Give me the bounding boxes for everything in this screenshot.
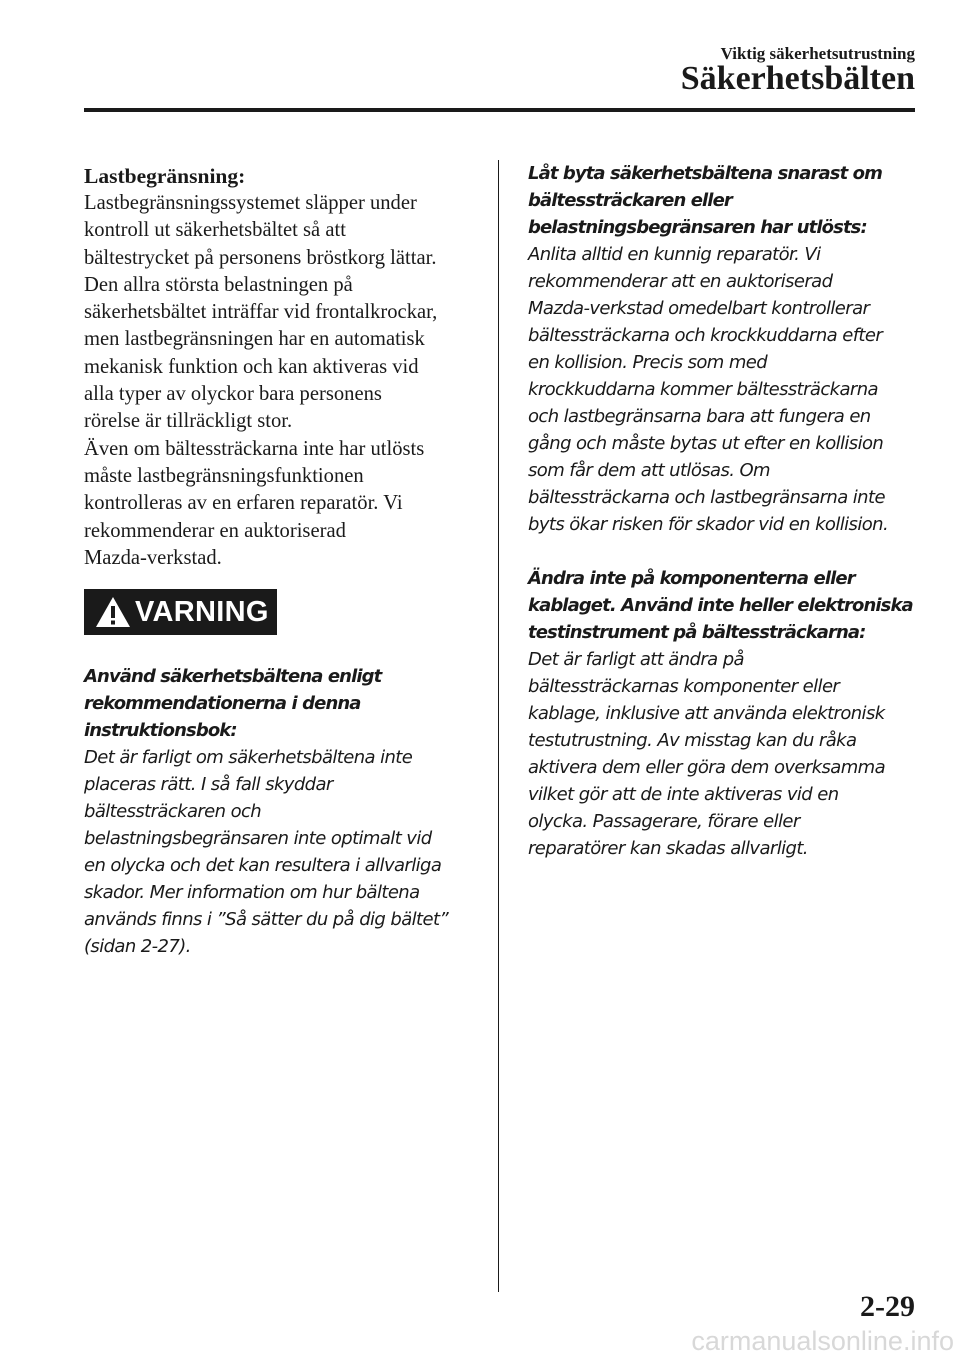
warning-body-line: Det är farligt om säkerhetsbältena inte [84, 747, 413, 769]
warning-heading-line: bältessträckaren eller [528, 190, 732, 211]
body-line: kontroll ut säkerhetsbältet så att [84, 219, 346, 242]
warning-body-line: rekommenderar att en auktoriserad [528, 271, 833, 292]
body-line: Den allra största belastningen på [84, 273, 353, 296]
warning-body-line: används finns i ”Så sätter du på dig bältet” [84, 909, 449, 931]
warning-body-line: testutrustning. Av misstag kan du råka [528, 730, 857, 751]
warning-body-line: och lastbegränsarna bara att fungera en [528, 406, 871, 427]
body-line: Även om bältessträckarna inte har utlösts [84, 437, 425, 460]
warning-body-line: Mazda-verkstad omedelbart kontrollerar [528, 298, 870, 319]
warning-heading-line: testinstrument på bältessträckarna: [528, 622, 866, 643]
warning-body-line: byts ökar risken för skador vid en kollision. [528, 514, 889, 535]
warning-body-line: vilket gör att de inte aktiveras vid en [528, 784, 839, 805]
warning-heading-line: Låt byta säkerhetsbältena snarast om [528, 163, 882, 184]
warning-body-line: gång och måste bytas ut efter en kollision [528, 433, 884, 454]
header-rule [84, 108, 915, 112]
body-line: bältestrycket på personens bröstkorg lättar. [84, 246, 437, 269]
warning-badge [84, 589, 277, 635]
block-gap [528, 538, 918, 565]
warning-body-line: olycka. Passagerare, förare eller [528, 811, 800, 832]
body-line: alla typer av olyckor bara personens [84, 383, 382, 406]
page-number: 2-29 [860, 1290, 915, 1323]
warning-body-line: reparatörer kan skadas allvarligt. [528, 838, 808, 859]
warning-heading-line: rekommendationerna i denna [84, 693, 361, 715]
warning-heading-line: Använd säkerhetsbältena enligt [84, 666, 382, 688]
warning-body-line: en kollision. Precis som med [528, 352, 768, 373]
warning-body-line: kablage, inklusive att använda elektronisk [528, 703, 885, 724]
warning-heading-line: instruktionsbok: [84, 720, 237, 742]
watermark: carmanualsonline.info [691, 1326, 954, 1356]
body-line: rekommenderar en auktoriserad [84, 519, 346, 542]
body-line: Mazda-verkstad. [84, 546, 222, 569]
warning-body-line: bältessträckarnas komponenter eller [528, 676, 840, 697]
warning-body-line: placeras rätt. I så fall skyddar [84, 774, 333, 796]
section-name: Viktig säkerhetsutrustning [720, 44, 915, 63]
warning-label: VARNING [135, 595, 269, 628]
body-line: säkerhetsbältet inträffar vid frontalkrockar, [84, 301, 438, 324]
warning-body-line: Det är farligt att ändra på [528, 649, 744, 670]
column-divider [498, 160, 499, 1292]
warning-triangle-icon [95, 596, 131, 628]
warning-body-line: aktivera dem eller göra dem overksamma [528, 757, 886, 778]
body-line: Lastbegränsningssystemet släpper under [84, 192, 417, 214]
warning-body-line: bältessträckaren och [84, 801, 262, 823]
warning-text [84, 663, 479, 960]
body-line: rörelse är tillräckligt stor. [84, 410, 293, 433]
load-limiter-text [84, 190, 479, 572]
section-heading: Lastbegränsning: [84, 164, 246, 188]
warning-heading-line: belastningsbegränsaren har utlösts: [528, 217, 867, 238]
right-column [528, 160, 918, 862]
warning-body-line: (sidan 2-27). [84, 936, 191, 958]
page-title: Säkerhetsbälten [680, 60, 915, 97]
modify-components-warning [528, 565, 918, 862]
warning-body-line: bältessträckarna och krockkuddarna efter [528, 325, 883, 346]
body-line: måste lastbegränsningsfunktionen [84, 464, 364, 487]
warning-body-line: krockkuddarna kommer bältessträckarna [528, 379, 878, 400]
body-line: mekanisk funktion och kan aktiveras vid [84, 355, 419, 378]
body-line: kontrolleras av en erfaren reparatör. Vi [84, 492, 403, 515]
warning-body-line: bältessträckarna och lastbegränsarna inte [528, 487, 885, 508]
warning-heading-line: kablaget. Använd inte heller elektroniska [528, 595, 913, 616]
warning-body-line: en olycka och det kan resultera i allvarliga [84, 855, 442, 877]
warning-body-line: skador. Mer information om hur bältena [84, 882, 420, 904]
warning-body-line: belastningsbegränsaren inte optimalt vid [84, 828, 432, 850]
left-column [84, 162, 479, 960]
warning-body-line: Anlita alltid en kunnig reparatör. Vi [528, 244, 821, 265]
replace-belts-warning [528, 160, 918, 538]
warning-heading-line: Ändra inte på komponenterna eller [528, 568, 855, 589]
warning-body-line: som får dem att utlösas. Om [528, 460, 770, 481]
body-line: men lastbegränsningen har en automatisk [84, 328, 425, 351]
